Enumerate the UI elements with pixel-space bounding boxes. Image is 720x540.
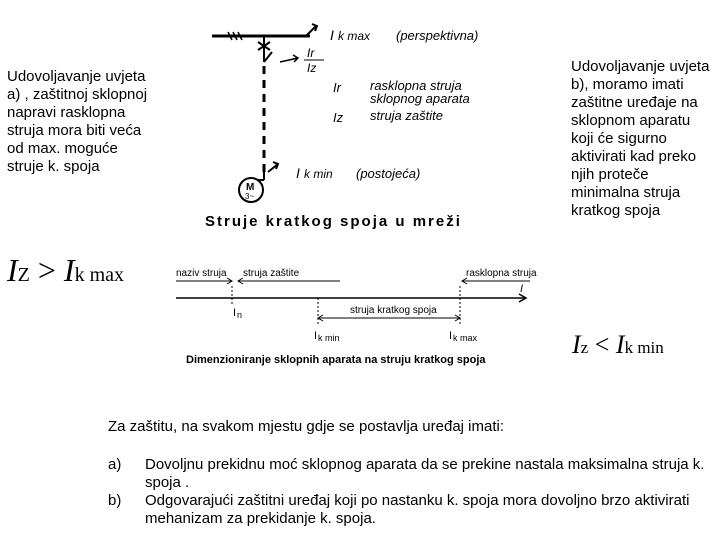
formula-left-rhs-sub: k max [74,264,125,286]
requirement-b [108,492,713,528]
legend-text-iz-1: struja zaštite [370,108,443,123]
requirements-block [108,418,713,528]
ikmax-label: I [330,27,334,43]
requirement-a [108,456,713,492]
network-caption: Struje kratkog spoja u mreži [205,213,462,230]
label-zastite: struja zaštite [243,268,300,279]
label-ikmin: I [314,330,318,342]
legend-sym-ir: Ir [333,80,341,95]
formula-left-lhs: I [7,252,18,288]
ikmin-label: I [296,165,300,181]
requirements-intro: Za zaštitu, na svakom mjestu gdje se postavlja uređaj imati: [108,418,505,435]
formula-right-rhs-sub: k min [624,338,664,357]
formula-left-op: > [37,252,56,288]
legend-sym-iz: Iz [333,110,344,125]
label-rasklopna: rasklopna struja [466,268,537,279]
label-ikmin-sub: k min [318,333,340,343]
formula-right-lhs: I [572,330,581,359]
ikmax-sub: k max [338,29,371,43]
formula-left-lhs-sub: Z [17,264,30,286]
axis-label: I [520,283,524,295]
fraction-top: Ir [307,46,315,60]
busbar-hatch [228,32,242,40]
label-ikmax-sub: k max [453,333,478,343]
ikmin-arrow-icon [268,162,278,172]
ikmax-arrow-icon [306,24,317,36]
formula-right-op: < [594,330,610,359]
requirement-b-label: b) [108,492,122,509]
label-in-sub: n [237,310,243,320]
ikmin-sub: k min [304,167,333,181]
label-ikmax: I [449,330,453,342]
formula-right-rhs: I [615,330,625,359]
motor-sub: 3~ [245,192,255,201]
formula-left-rhs: I [63,252,75,288]
left-note: Udovoljavanje uvjeta a) , zaštitnoj sklopnoj napravi rasklopna struja mora biti veća od max. moguće struje k. spoja [7,68,148,175]
arrow-to-fraction-icon [280,55,298,62]
legend-text-ir-1: rasklopna struja [370,78,462,93]
right-note: Udovoljavanje uvjeta b), moramo imati zaštitne uređaje na sklopnom aparatu koji će sigurno aktivirati kad preko njih proteče minimalna struja kratkog spoja [571,58,710,219]
requirement-a-text: Dovoljnu prekidnu moć sklopnog aparata da se prekine nastala maksimalna struja k. spoja . [145,456,705,491]
dimension-caption: Dimenzioniranje sklopnih aparata na struju kratkog spoja [186,354,486,366]
formula-right-lhs-sub: z [580,338,589,357]
requirement-a-label: a) [108,456,122,473]
ikmax-note: (perspektivna) [396,28,479,43]
label-kratkog: struja kratkog spoja [350,305,437,316]
requirement-b-text: Odgovarajući zaštitni uređaj koji po nastanku k. spoja mora dovoljno brzo aktivirati mehanizam za prekidanje k. spoja. [145,492,690,527]
ikmin-note: (postojeća) [356,166,421,181]
breaker-contact-icon [264,52,272,62]
motor-label: M [246,182,255,193]
label-in: I [233,307,237,319]
fraction-bottom: Iz [307,61,317,75]
label-nazivna: naziv struja [176,268,227,279]
legend-text-ir-2: sklopnog aparata [370,91,470,106]
